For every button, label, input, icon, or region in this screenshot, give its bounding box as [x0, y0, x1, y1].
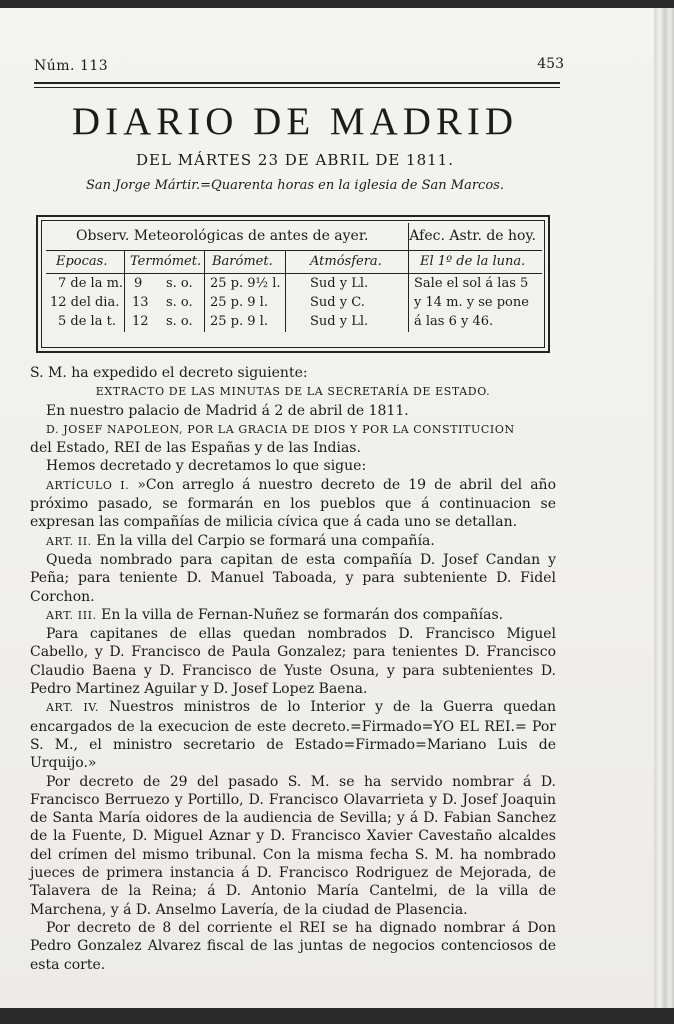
weather-left-title: Observ. Meteorológicas de antes de ayer. — [76, 228, 369, 244]
paragraph: Por decreto de 29 del pasado S. M. se ha servido nombrar á D. Francisco Berruezo y Portillo, D. Francisco Olavarrieta y D. Josef Joaquin de Santa María oidores de la audiencia de Sevilla; y á D. Fabian Sanchez de la Fuente, D. Miguel Aznar y D. Francisco Xavier Cavestaño alcaldes del crímen del mismo tribunal. Con la misma fecha S. M. ha nombrado jueces de primera instancia á D. Francisco Rodriguez de Mejorada, de Talavera de la Reina; á D. Antonio María Cantelmi, de la villa de Marchena, y á D. Anselmo Lavería, de la ciudad de Plasencia. — [30, 773, 556, 918]
epoca-cell: 12 del dia. — [50, 295, 120, 310]
termometro-cell: s. o. — [166, 314, 193, 329]
column-divider — [408, 223, 409, 332]
column-header: Atmósfera. — [310, 254, 382, 269]
saint-line: San Jorge Mártir.=Quarenta horas en la iglesia de San Marcos. — [86, 178, 504, 193]
weather-table — [36, 215, 550, 353]
decree-formula: Hemos decretado y decretamos lo que sigue: — [46, 458, 367, 475]
atmosfera-cell: Sud y Ll. — [310, 314, 369, 329]
epoca-cell: 5 de la t. — [58, 314, 116, 329]
decree-intro: S. M. ha expedido el decreto siguiente: — [30, 365, 308, 381]
article-3: ART. III. En la villa de Fernan-Nuñez se formarán dos compañías. — [46, 606, 504, 623]
column-header: Barómet. — [212, 254, 273, 269]
scan-border-bottom — [0, 1008, 674, 1024]
article-label: ART. II. — [46, 534, 92, 548]
date-line: DEL MÁRTES 23 DE ABRIL DE 1811. — [135, 151, 454, 169]
atmosfera-cell: Sud y C. — [310, 295, 365, 310]
decree-place-date: En nuestro palacio de Madrid á 2 de abril de 1811. — [46, 402, 409, 419]
article-label: ARTÍCULO I. — [46, 478, 130, 492]
article-body — [30, 364, 556, 974]
article-1: ARTÍCULO I. »Con arreglo á nuestro decreto de 19 de abril del año próximo pasado, se formarán en los pueblos que á continuacion se expresan las compañías de milicia cívica que á cada uno se detallan. — [30, 476, 557, 531]
masthead-title: DIARIO DE MADRID — [71, 100, 519, 143]
decree-king-cont: del Estado, REI de las Españas y de las Indias. — [30, 440, 361, 457]
barometro-cell: 25 p. 9½ l. — [210, 276, 281, 291]
scan-border-top — [0, 0, 674, 8]
column-divider — [124, 250, 125, 332]
epoca-cell: 7 de la m. — [58, 276, 124, 291]
running-header — [34, 54, 564, 78]
column-divider — [204, 250, 205, 332]
decree-king: D. JOSEF NAPOLEON, POR LA GRACIA DE DIOS Y POR LA CONSTITUCION — [46, 422, 515, 436]
newspaper-page — [0, 8, 656, 1008]
termometro-cell: 12 — [132, 314, 149, 329]
article-label: ART. III. — [46, 608, 97, 622]
article-2: ART. II. En la villa del Carpio se formará una compañía. — [46, 532, 435, 549]
article-4: ART. IV. Nuestros ministros de lo Interior y de la Guerra quedan encargados de la execucion de este decreto.=Firmado=YO EL REI.= Por S. M., el ministro secretario de Estado=Firmado=Mariano Luis de Urquijo.» — [30, 699, 556, 772]
termometro-cell: 9 — [134, 276, 143, 291]
page-number: 453 — [537, 56, 564, 72]
paragraph: Para capitanes de ellas quedan nombrados D. Francisco Miguel Cabello, y D. Francisco de Paula Gonzalez; para tenientes D. Francisco Claudio Baena y D. Francisco de Yuste Osuna, y para subtenientes D. Pedro Martinez Aguilar y D. Josef Lopez Baena. — [30, 626, 556, 698]
column-divider — [285, 250, 286, 332]
barometro-cell: 25 p. 9 l. — [210, 295, 268, 310]
paragraph: Por decreto de 8 del corriente el REI se ha dignado nombrar á Don Pedro Gonzalez Alvarez fiscal de las juntas de negocios contenciosos de esta corte. — [30, 919, 556, 973]
article-label: ART. IV. — [46, 701, 99, 715]
paragraph: Queda nombrado para capitan de esta compañía D. Josef Candan y Peña; para teniente D. Manuel Taboada, y para subteniente D. Fidel Corchon. — [30, 551, 556, 605]
column-header: Epocas. — [56, 254, 108, 269]
weather-rule — [46, 273, 542, 274]
header-rule — [34, 82, 560, 84]
barometro-cell: 25 p. 9 l. — [210, 314, 268, 329]
luna-cell: y 14 m. y se pone — [414, 295, 529, 310]
termometro-cell: s. o. — [166, 295, 193, 310]
weather-right-title: Afec. Astr. de hoy. — [409, 228, 536, 244]
atmosfera-cell: Sud y Ll. — [310, 276, 369, 291]
column-header: Termómet. — [130, 254, 202, 269]
decree-source: EXTRACTO DE LAS MINUTAS DE LA SECRETARÍA DE ESTADO. — [95, 385, 491, 399]
column-header: El 1º de la luna. — [420, 254, 526, 269]
weather-rule — [46, 250, 542, 251]
issue-number: Núm. 113 — [34, 58, 109, 74]
page-edge — [654, 8, 674, 1008]
header-rule-thin — [34, 87, 560, 88]
termometro-cell: s. o. — [166, 276, 193, 291]
luna-cell: á las 6 y 46. — [414, 314, 494, 329]
termometro-cell: 13 — [132, 295, 149, 310]
luna-cell: Sale el sol á las 5 — [414, 276, 529, 291]
